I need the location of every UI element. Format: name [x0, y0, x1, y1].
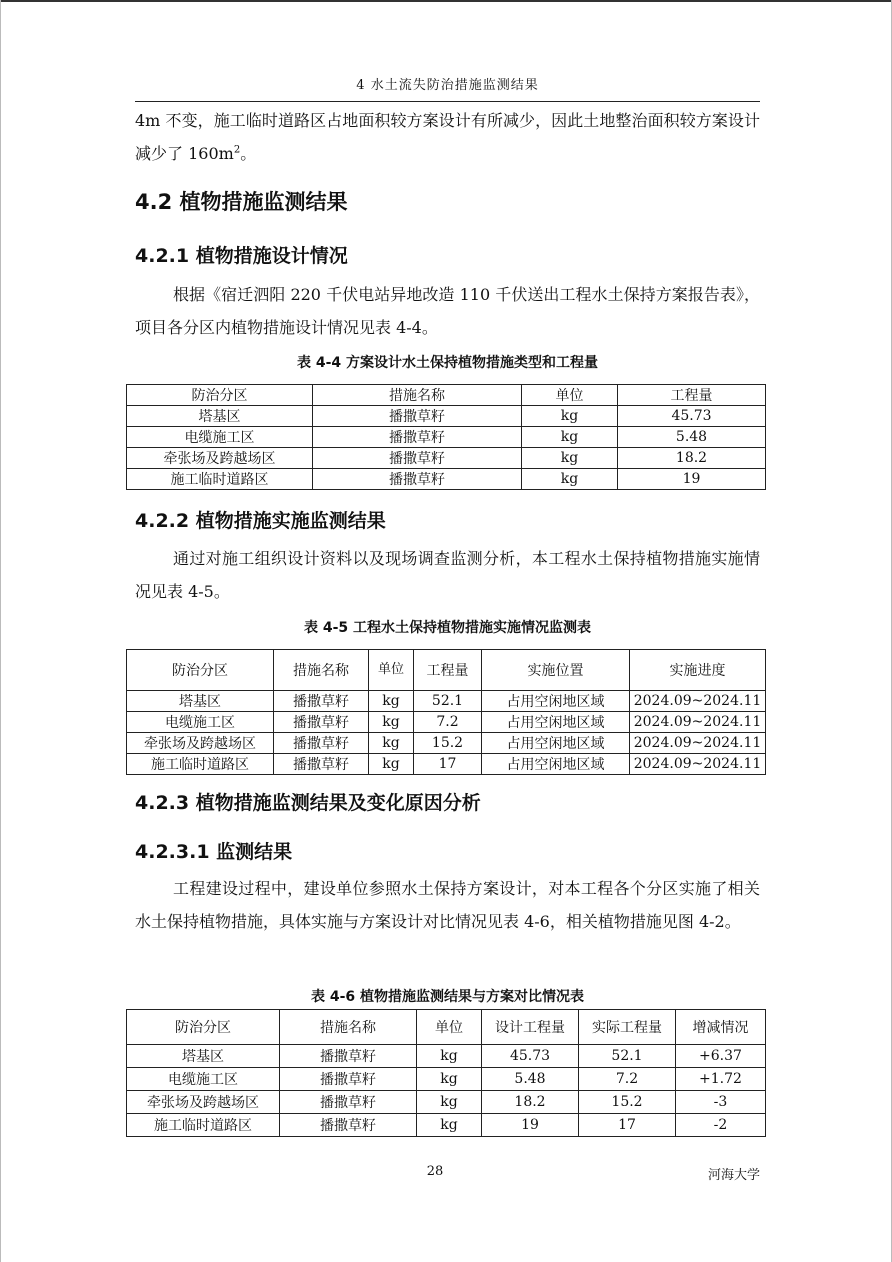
table-header-cell: 工程量 — [618, 385, 766, 406]
table-header-row — [127, 1010, 766, 1045]
table-cell: 播撒草籽 — [274, 754, 369, 775]
section-4-2-2-paragraph: 通过对施工组织设计资料以及现场调查监测分析，本工程水土保持植物措施实施情况见表 4-5。 — [135, 549, 760, 601]
table-header-cell: 单位 — [522, 385, 618, 406]
table-cell: 播撒草籽 — [313, 427, 522, 448]
table-cell: 播撒草籽 — [280, 1045, 417, 1068]
table-cell: 52.1 — [414, 691, 482, 712]
table-header-cell: 措施名称 — [313, 385, 522, 406]
intro-end: 。 — [240, 144, 257, 163]
table-cell: 18.2 — [618, 448, 766, 469]
table-cell: 播撒草籽 — [280, 1114, 417, 1137]
table-cell: 15.2 — [579, 1091, 676, 1114]
table-row — [127, 754, 766, 775]
table-header-cell: 防治分区 — [127, 385, 313, 406]
table-cell: 5.48 — [482, 1068, 579, 1091]
table-row — [127, 406, 766, 427]
table-4-6 — [126, 1009, 766, 1137]
table-header-cell: 增减情况 — [676, 1010, 766, 1045]
table-cell: 播撒草籽 — [313, 469, 522, 490]
section-4-2-title: 4.2 植物措施监测结果 — [135, 190, 348, 214]
table-cell: 播撒草籽 — [274, 712, 369, 733]
intro-text: 4m 不变，施工临时道路区占地面积较方案设计有所减少，因此土地整治面积较方案设计减少了 160m — [135, 111, 760, 163]
table-cell: 施工临时道路区 — [127, 1114, 280, 1137]
section-4-2-1-paragraph: 根据《宿迁泗阳 220 千伏电站异地改造 110 千伏送出工程水土保持方案报告表》，项目各分区内植物措施设计情况见表 4-4。 — [135, 285, 760, 337]
table-4-5-caption: 表 4-5 工程水土保持植物措施实施情况监测表 — [303, 620, 592, 636]
section-4-2-1-title: 4.2.1 植物措施设计情况 — [135, 245, 348, 267]
table-cell: 52.1 — [579, 1045, 676, 1068]
table-cell: 45.73 — [618, 406, 766, 427]
table-header-row — [127, 650, 766, 691]
table-cell: 7.2 — [579, 1068, 676, 1091]
table-cell: kg — [369, 754, 414, 775]
section-4-2-2-title: 4.2.2 植物措施实施监测结果 — [135, 510, 386, 532]
table-header-cell: 实施位置 — [482, 650, 630, 691]
table-cell: kg — [369, 691, 414, 712]
table-cell: 2024.09~2024.11 — [630, 712, 766, 733]
table-header-cell: 单位 — [369, 650, 414, 691]
table-cell: 45.73 — [482, 1045, 579, 1068]
table-cell: 播撒草籽 — [280, 1091, 417, 1114]
table-row — [127, 427, 766, 448]
table-cell: 牵张场及跨越场区 — [127, 733, 274, 754]
table-cell: 19 — [482, 1114, 579, 1137]
table-cell: kg — [417, 1114, 482, 1137]
table-header-cell: 实施进度 — [630, 650, 766, 691]
table-cell: 播撒草籽 — [280, 1068, 417, 1091]
intro-paragraph — [135, 104, 760, 170]
table-cell: +6.37 — [676, 1045, 766, 1068]
table-cell: kg — [522, 448, 618, 469]
section-4-2-3-1-paragraph: 工程建设过程中，建设单位参照水土保持方案设计，对本工程各个分区实施了相关水土保持植物措施，具体实施与方案设计对比情况见表 4-6，相关植物措施见图 4-2。 — [135, 879, 760, 931]
table-row — [127, 712, 766, 733]
table-cell: 17 — [579, 1114, 676, 1137]
page-number: 28 — [426, 1164, 444, 1179]
table-header-cell: 设计工程量 — [482, 1010, 579, 1045]
table-cell: 播撒草籽 — [274, 691, 369, 712]
table-cell: 5.48 — [618, 427, 766, 448]
table-cell: 播撒草籽 — [313, 448, 522, 469]
table-cell: 19 — [618, 469, 766, 490]
header-rule — [135, 101, 760, 102]
section-4-2-3-title: 4.2.3 植物措施监测结果及变化原因分析 — [135, 792, 481, 814]
table-row — [127, 448, 766, 469]
table-row — [127, 1045, 766, 1068]
table-row — [127, 733, 766, 754]
table-cell: kg — [522, 427, 618, 448]
table-row — [127, 1091, 766, 1114]
table-cell: 15.2 — [414, 733, 482, 754]
page-left-border — [0, 0, 1, 1262]
table-cell: -2 — [676, 1114, 766, 1137]
table-cell: kg — [522, 406, 618, 427]
table-4-4 — [126, 384, 766, 490]
table-cell: +1.72 — [676, 1068, 766, 1091]
table-4-6-caption: 表 4-6 植物措施监测结果与方案对比情况表 — [310, 989, 585, 1005]
table-header-row — [127, 385, 766, 406]
table-header-cell: 防治分区 — [127, 650, 274, 691]
table-cell: 电缆施工区 — [127, 427, 313, 448]
table-cell: kg — [417, 1068, 482, 1091]
table-cell: 18.2 — [482, 1091, 579, 1114]
table-cell: 播撒草籽 — [274, 733, 369, 754]
table-cell: 牵张场及跨越场区 — [127, 448, 313, 469]
table-cell: kg — [417, 1045, 482, 1068]
table-row — [127, 469, 766, 490]
table-row — [127, 691, 766, 712]
table-header-cell: 措施名称 — [274, 650, 369, 691]
table-4-5 — [126, 649, 766, 775]
table-cell: 17 — [414, 754, 482, 775]
table-cell: 2024.09~2024.11 — [630, 691, 766, 712]
table-cell: -3 — [676, 1091, 766, 1114]
table-cell: kg — [369, 712, 414, 733]
table-cell: 塔基区 — [127, 691, 274, 712]
table-cell: 2024.09~2024.11 — [630, 733, 766, 754]
table-cell: 电缆施工区 — [127, 1068, 280, 1091]
table-cell: 塔基区 — [127, 1045, 280, 1068]
table-header-cell: 单位 — [417, 1010, 482, 1045]
table-cell: 占用空闲地区域 — [482, 712, 630, 733]
table-header-cell: 措施名称 — [280, 1010, 417, 1045]
table-cell: 2024.09~2024.11 — [630, 754, 766, 775]
page-top-border — [0, 0, 892, 2]
table-cell: 占用空闲地区域 — [482, 733, 630, 754]
table-cell: 播撒草籽 — [313, 406, 522, 427]
table-row — [127, 1068, 766, 1091]
table-header-cell: 防治分区 — [127, 1010, 280, 1045]
table-cell: 占用空闲地区域 — [482, 754, 630, 775]
table-cell: 牵张场及跨越场区 — [127, 1091, 280, 1114]
table-cell: 施工临时道路区 — [127, 469, 313, 490]
table-header-cell: 工程量 — [414, 650, 482, 691]
running-header: 4 水土流失防治措施监测结果 — [356, 78, 539, 93]
table-4-4-caption: 表 4-4 方案设计水土保持植物措施类型和工程量 — [296, 355, 599, 371]
table-cell: kg — [522, 469, 618, 490]
table-cell: kg — [369, 733, 414, 754]
table-cell: 电缆施工区 — [127, 712, 274, 733]
table-cell: 占用空闲地区域 — [482, 691, 630, 712]
table-header-cell: 实际工程量 — [579, 1010, 676, 1045]
table-cell: 塔基区 — [127, 406, 313, 427]
table-cell: 7.2 — [414, 712, 482, 733]
table-cell: 施工临时道路区 — [127, 754, 274, 775]
table-cell: kg — [417, 1091, 482, 1114]
table-row — [127, 1114, 766, 1137]
footer-university: 河海大学 — [707, 1168, 760, 1183]
section-4-2-3-1-title: 4.2.3.1 监测结果 — [135, 841, 293, 863]
intro-superscript: 2 — [233, 144, 241, 156]
